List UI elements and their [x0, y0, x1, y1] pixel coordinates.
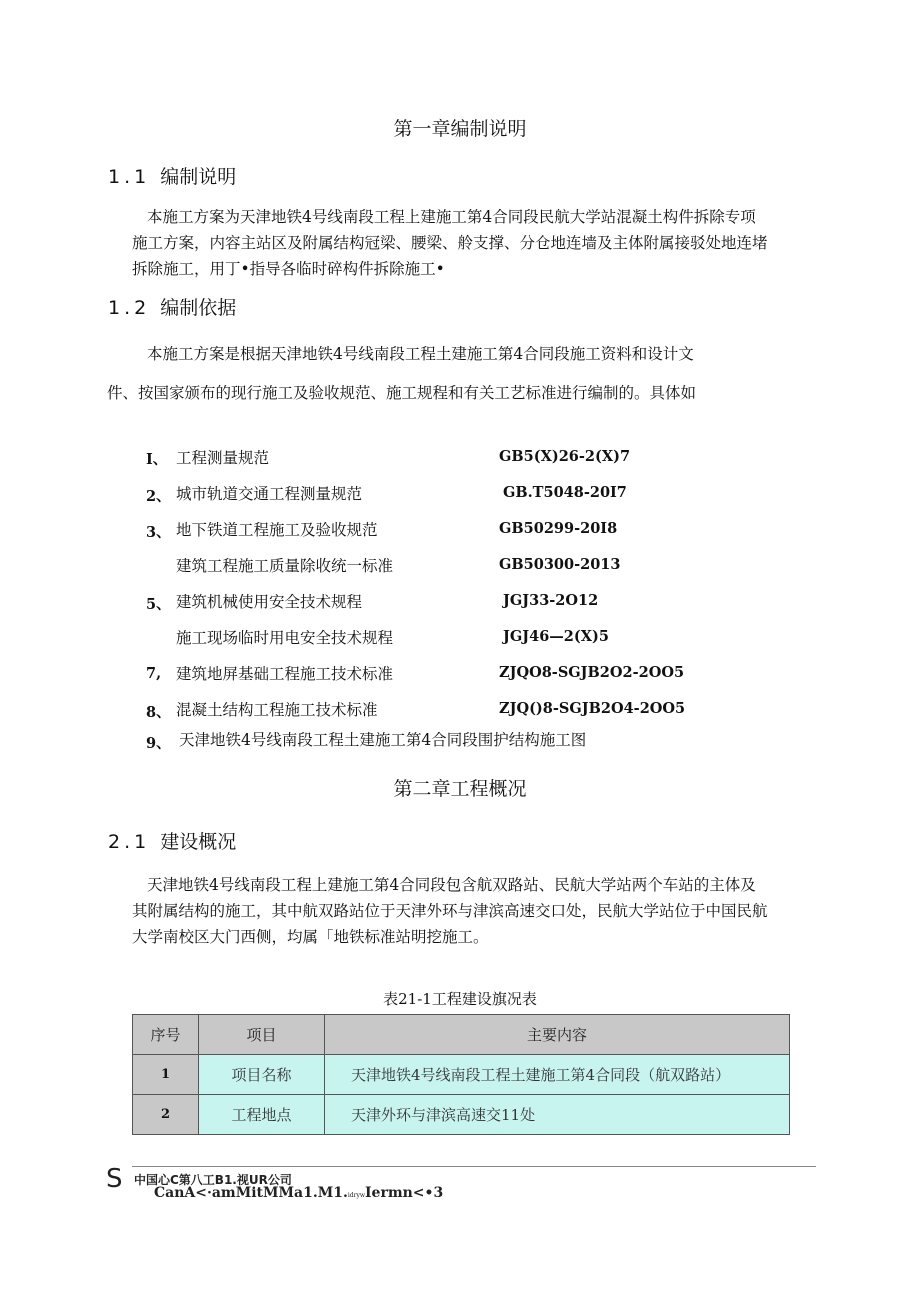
footer-en-part: Iermn<•3 — [364, 1185, 444, 1201]
section-1-1-heading — [108, 162, 236, 189]
standard-name: 施工现场临时用电安全技术规程 — [176, 629, 394, 647]
paragraph-line: 天津地铁4号线南段工程上建施工第4合同段包含航双路站、民航大学站两个车站的主体及 — [147, 876, 756, 894]
table-header-row — [133, 1015, 790, 1055]
standard-number: I、 — [146, 451, 168, 468]
standard-name: 建筑工程施工质量除收统一标准 — [176, 557, 394, 575]
standard-code: GB50299-20I8 — [499, 520, 618, 537]
chapter-2-title: 第二章工程概况 — [393, 778, 527, 800]
standard-code: JGJ46—2(X)5 — [503, 628, 609, 645]
standard-code: JGJ33-2O12 — [503, 592, 599, 609]
standard-number: 5、 — [146, 596, 171, 613]
standard-code: GB5(X)26-2(X)7 — [499, 448, 631, 465]
standard-number: 9、 — [146, 735, 171, 752]
project-info-table — [132, 1014, 790, 1135]
item-cell: 项目名称 — [199, 1055, 325, 1095]
paragraph-line: 本施工方案是根据天津地铁4号线南段工程土建施工第4合同段施工资料和设计文 — [147, 345, 694, 363]
footer-divider — [132, 1166, 816, 1167]
standard-number: 2、 — [146, 488, 171, 505]
standard-code: GB.T5048-20I7 — [503, 484, 627, 501]
paragraph-line: 施工方案，内容主站区及附属结构冠梁、腰梁、舲支撑、分仓地连墙及主体附属接驳处地连堵 — [132, 234, 768, 252]
chapter-1-title: 第一章编制说明 — [393, 118, 527, 140]
paragraph-line: 件、按国家颁布的现行施工及验收规范、施工规程和有关工艺标准进行编制的。具体如 — [107, 384, 697, 402]
paragraph-line: 拆除施工，用丁•指导各临时碎构件拆除施工• — [132, 260, 445, 278]
standard-name: 地下铁道工程施工及验收规范 — [176, 521, 378, 539]
header-cell: 序号 — [133, 1015, 199, 1055]
footer-company-english — [154, 1185, 443, 1201]
standard-name: 混凝土结构工程施工技术标准 — [176, 701, 378, 719]
footer-company-name: 中国心C第八工B1.视UR公司 — [134, 1173, 292, 1187]
table-row — [133, 1095, 790, 1135]
section-number: 1.2 — [108, 297, 151, 319]
table-row — [133, 1055, 790, 1095]
standard-number: 7, — [146, 665, 162, 682]
standard-code: ZJQ()8-SGJB2O4-2OO5 — [499, 700, 686, 717]
standard-number: 8、 — [146, 704, 171, 721]
paragraph-line: 本施工方案为天津地铁4号线南段工程上建施工第4合同段民航大学站混凝土构件拆除专项 — [147, 208, 756, 226]
section-number: 2.1 — [108, 831, 151, 853]
section-1-2-heading — [108, 293, 236, 320]
row-number-cell: 1 — [133, 1055, 199, 1095]
header-cell: 主要内容 — [325, 1015, 790, 1055]
section-2-1-heading — [108, 827, 236, 854]
footer-en-part: CanA<·amMitMMa1.M1. — [154, 1185, 348, 1201]
paragraph-line: 其附属结构的施工，其中航双路站位于天津外环与津滨高速交口处，民航大学站位于中国民航 — [132, 902, 768, 920]
standard-code: ZJQO8-SGJB2O2-2OO5 — [499, 664, 685, 681]
item-cell: 工程地点 — [199, 1095, 325, 1135]
row-number-cell: 2 — [133, 1095, 199, 1135]
standard-number: 3、 — [146, 524, 171, 541]
table-caption: 表21-1工程建设旗况表 — [383, 990, 537, 1008]
content-cell: 天津地铁4号线南段工程土建施工第4合同段（航双路站） — [325, 1055, 790, 1095]
header-cell: 项目 — [199, 1015, 325, 1055]
company-logo-icon: S — [106, 1164, 123, 1194]
section-title: 建设概况 — [160, 831, 237, 853]
standard-code: GB50300-2013 — [499, 556, 621, 573]
paragraph-line: 大学南校区大门西侧，均属「地铁标准站明挖施工。 — [132, 928, 489, 946]
section-title: 编制说明 — [160, 166, 237, 188]
section-title: 编制依据 — [160, 297, 237, 319]
content-cell: 天津外环与津滨高速交11处 — [325, 1095, 790, 1135]
standard-name: 天津地铁4号线南段工程土建施工第4合同段围护结构施工图 — [179, 731, 587, 749]
standard-name: 建筑地屏基础工程施工技术标准 — [176, 665, 394, 683]
standard-name: 城市轨道交通工程测量规范 — [176, 485, 363, 503]
section-number: 1.1 — [108, 166, 151, 188]
standard-name: 建筑机械使用安全技术规程 — [176, 593, 363, 611]
standard-name: 工程测量规范 — [176, 449, 270, 467]
footer-en-tiny: idryw — [347, 1192, 365, 1199]
